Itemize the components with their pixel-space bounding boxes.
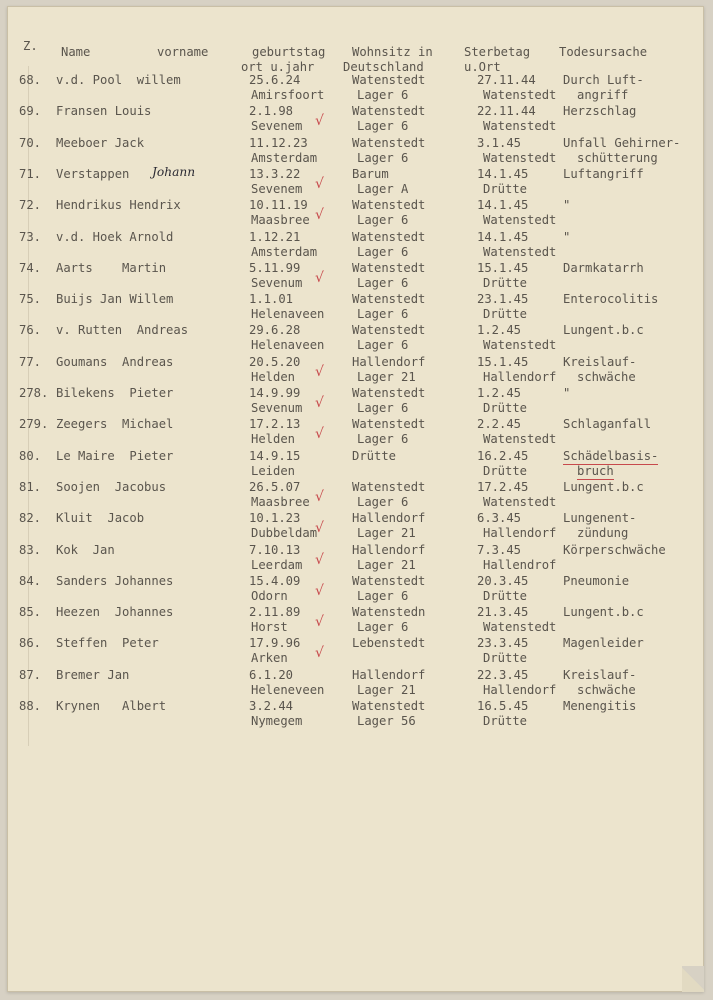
- record-w2: Lager 21: [357, 369, 416, 384]
- record-c1: Durch Luft-: [563, 73, 644, 87]
- record-b1: 15.4.09: [249, 573, 301, 588]
- record-row: [7, 164, 704, 201]
- record-nr: 74.: [19, 260, 42, 275]
- record-nr: 84.: [19, 573, 42, 588]
- check-mark-icon: √: [315, 113, 324, 130]
- document-page: [7, 6, 704, 992]
- record-c1: Lungent.b.c: [563, 605, 644, 620]
- record-b2: Nymegem: [251, 714, 303, 728]
- record-s2: Watenstedt: [483, 338, 557, 353]
- record-name: Bilekens Pieter: [56, 386, 174, 400]
- record-nr: 73.: [19, 229, 42, 244]
- record-w2: Lager A: [357, 181, 409, 196]
- record-s1: 15.1.45: [477, 260, 529, 275]
- record-w2: Lager 6: [357, 119, 409, 134]
- record-w1: Watenstedt: [352, 198, 426, 213]
- record-c1: Schädelbasis-: [563, 448, 659, 463]
- record-c1: Kreislauf-: [563, 354, 637, 369]
- record-w2: Lager 21: [357, 682, 416, 697]
- record-b1: 1.12.21: [249, 229, 301, 244]
- record-b1: 14.9.15: [249, 448, 301, 463]
- record-s1: 14.1.45: [477, 198, 529, 213]
- record-b2: Maasbree: [251, 213, 310, 228]
- record-w2: Lager 6: [357, 401, 409, 415]
- record-name: v.d. Pool willem: [56, 73, 181, 87]
- record-s1: 7.3.45: [477, 542, 522, 557]
- record-nr: 86.: [19, 636, 42, 651]
- record-b1: 5.11.99: [249, 260, 301, 275]
- record-w1: Watenstedt: [352, 323, 426, 338]
- record-nr: 279.: [19, 417, 49, 432]
- header-wohnsitz: Wohnsitz in: [352, 45, 433, 59]
- record-b1: 3.2.44: [249, 699, 294, 713]
- record-b2: Odorn: [251, 588, 288, 603]
- record-b1: 14.9.99: [249, 386, 301, 400]
- record-c1: Herzschlag: [563, 104, 637, 119]
- record-s2: Watenstedt: [483, 244, 557, 259]
- record-nr: 83.: [19, 542, 42, 557]
- record-s2: Watenstedt: [483, 88, 557, 102]
- record-c1: Kreislauf-: [563, 667, 637, 682]
- record-w1: Watenstedt: [352, 386, 426, 400]
- record-b2: Heleneveen: [251, 682, 325, 697]
- record-w1: Watenstedt: [352, 260, 426, 275]
- record-s2: Drütte: [483, 275, 528, 290]
- record-s2: Hallendorf: [483, 369, 557, 384]
- header-geburtstag: geburtstag: [252, 45, 326, 59]
- record-w1: Watenstedt: [352, 699, 426, 713]
- record-s1: 15.1.45: [477, 354, 529, 369]
- handwritten-note: Johann: [152, 164, 196, 179]
- record-row: [7, 543, 704, 577]
- record-row: [7, 136, 704, 170]
- record-s2: Watenstedt: [483, 620, 557, 635]
- record-w2: Lager 6: [357, 494, 409, 509]
- record-nr: 82.: [19, 511, 42, 526]
- record-row: [7, 574, 704, 608]
- record-row: [7, 699, 704, 733]
- record-w1: Watenstedt: [352, 479, 426, 494]
- record-row: [7, 668, 704, 702]
- record-w1: Watenstedt: [352, 229, 426, 244]
- record-s2: Watenstedt: [483, 150, 557, 165]
- record-b1: 17.9.96: [249, 636, 301, 651]
- record-name: Fransen Louis: [56, 104, 152, 119]
- record-nr: 81.: [19, 479, 42, 494]
- record-nr: 70.: [19, 135, 42, 150]
- record-c1: Enterocolitis: [563, 292, 659, 307]
- record-s2: Drütte: [483, 651, 528, 666]
- record-s1: 14.1.45: [477, 166, 529, 181]
- record-row: [7, 386, 704, 420]
- record-w2: Lager 6: [357, 432, 409, 447]
- record-s1: 16.5.45: [477, 699, 529, 713]
- check-mark-icon: √: [315, 520, 324, 537]
- record-s1: 20.3.45: [477, 573, 529, 588]
- record-name: v. Rutten Andreas: [56, 323, 189, 338]
- record-s1: 23.3.45: [477, 636, 529, 651]
- record-nr: 71.: [19, 166, 42, 181]
- record-w1: Lebenstedt: [352, 636, 426, 651]
- header-todesursache: Todesursache: [559, 45, 648, 59]
- record-s1: 23.1.45: [477, 292, 529, 307]
- record-c1: Unfall Gehirner-: [563, 135, 681, 150]
- record-b1: 29.6.28: [249, 323, 301, 338]
- record-row: [7, 73, 704, 107]
- record-c1: Menengitis: [563, 699, 637, 713]
- check-mark-icon: √: [315, 207, 324, 224]
- header-deutschland: Deutschland: [343, 60, 424, 74]
- record-c2: bruch: [577, 463, 614, 478]
- record-name: Heezen Johannes: [56, 605, 174, 620]
- record-c1: Pneumonie: [563, 573, 630, 588]
- record-b1: 20.5.20: [249, 354, 301, 369]
- record-s2: Drütte: [483, 307, 528, 322]
- record-b2: Sevenem: [251, 181, 303, 196]
- record-name: Bremer Jan: [56, 667, 130, 682]
- record-w2: Lager 6: [357, 244, 409, 259]
- record-b1: 6.1.20: [249, 667, 294, 682]
- header-name: Name: [61, 45, 91, 59]
- record-s2: Hallendorf: [483, 682, 557, 697]
- record-s1: 1.2.45: [477, 323, 522, 338]
- record-nr: 75.: [19, 292, 42, 307]
- record-name: Goumans Andreas: [56, 354, 174, 369]
- record-w2: Lager 6: [357, 620, 409, 635]
- record-row: [7, 605, 704, 639]
- check-mark-icon: √: [315, 614, 324, 631]
- record-b1: 17.2.13: [249, 417, 301, 432]
- record-row: [7, 480, 704, 514]
- record-b2: Dubbeldam: [251, 526, 318, 541]
- record-w1: Drütte: [352, 448, 397, 463]
- record-s2: Hallendorf: [483, 526, 557, 541]
- record-s2: Drütte: [483, 588, 528, 603]
- record-s2: Drütte: [483, 181, 528, 196]
- record-c1: Körperschwäche: [563, 542, 666, 557]
- record-name: Le Maire Pieter: [56, 448, 174, 463]
- record-c2: schwäche: [577, 369, 636, 384]
- record-row: [7, 261, 704, 295]
- record-w1: Hallendorf: [352, 667, 426, 682]
- record-name: Aarts Martin: [56, 260, 167, 275]
- check-mark-icon: √: [315, 175, 324, 192]
- record-b2: Leerdam: [251, 557, 303, 572]
- record-c1: ": [563, 229, 571, 244]
- record-w1: Watenstedt: [352, 417, 426, 432]
- record-b2: Arken: [251, 651, 288, 666]
- header-vorname: vorname: [157, 45, 209, 59]
- record-b2: Maasbree: [251, 494, 310, 509]
- record-nr: 77.: [19, 354, 42, 369]
- record-nr: 69.: [19, 104, 42, 119]
- record-w1: Watenstedt: [352, 292, 426, 307]
- record-s1: 3.1.45: [477, 135, 522, 150]
- record-w2: Lager 21: [357, 526, 416, 541]
- record-b1: 13.3.22: [249, 166, 301, 181]
- record-s1: 21.3.45: [477, 605, 529, 620]
- record-c2: angriff: [577, 88, 629, 102]
- record-nr: 68.: [19, 73, 42, 87]
- record-b1: 26.5.07: [249, 479, 301, 494]
- record-w2: Lager 21: [357, 557, 416, 572]
- record-nr: 85.: [19, 605, 42, 620]
- record-name: Steffen Peter: [56, 636, 159, 651]
- record-b2: Helenaveen: [251, 338, 325, 353]
- record-s1: 1.2.45: [477, 386, 522, 400]
- record-row: [7, 355, 704, 389]
- record-s1: 22.11.44: [477, 104, 536, 119]
- check-mark-icon: √: [315, 551, 324, 568]
- record-w2: Lager 56: [357, 714, 416, 728]
- record-b2: Sevenum: [251, 275, 303, 290]
- record-w2: Lager 6: [357, 150, 409, 165]
- record-row: [7, 198, 704, 232]
- record-nr: 72.: [19, 198, 42, 213]
- record-row: [7, 292, 704, 326]
- record-c1: Magenleider: [563, 636, 644, 651]
- record-s1: 27.11.44: [477, 73, 536, 87]
- record-s1: 14.1.45: [477, 229, 529, 244]
- header-sterbetag: Sterbetag: [464, 45, 531, 59]
- record-c1: ": [563, 386, 571, 400]
- record-row: [7, 230, 704, 264]
- record-nr: 278.: [19, 386, 49, 400]
- record-b1: 11.12.23: [249, 135, 308, 150]
- record-s2: Drütte: [483, 463, 528, 478]
- record-b2: Amsterdam: [251, 244, 318, 259]
- record-s2: Watenstedt: [483, 432, 557, 447]
- record-b2: Helden: [251, 432, 296, 447]
- check-mark-icon: √: [315, 488, 324, 505]
- record-b2: Amsterdam: [251, 150, 318, 165]
- header-ort: u.Ort: [464, 60, 501, 74]
- record-c1: Lungent.b.c: [563, 323, 644, 338]
- check-mark-icon: √: [315, 363, 324, 380]
- record-b2: Sevenum: [251, 401, 303, 415]
- record-b2: Amirsfoort: [251, 88, 325, 102]
- record-row: [7, 323, 704, 357]
- record-s2: Drütte: [483, 714, 528, 728]
- record-nr: 87.: [19, 667, 42, 682]
- record-b1: 25.6.24: [249, 73, 301, 87]
- record-row: [7, 511, 704, 545]
- record-b1: 7.10.13: [249, 542, 301, 557]
- record-b1: 2.11.89: [249, 605, 301, 620]
- record-w1: Hallendorf: [352, 354, 426, 369]
- record-s2: Watenstedt: [483, 494, 557, 509]
- record-b1: 1.1.01: [249, 292, 294, 307]
- record-name: v.d. Hoek Arnold: [56, 229, 174, 244]
- record-s2: Drütte: [483, 401, 528, 415]
- record-b2: Helenaveen: [251, 307, 325, 322]
- check-mark-icon: √: [315, 582, 324, 599]
- record-s1: 2.2.45: [477, 417, 522, 432]
- header-nr: Z.: [23, 39, 38, 53]
- record-s1: 6.3.45: [477, 511, 522, 526]
- record-c1: Lungenent-: [563, 511, 637, 526]
- record-row: [7, 104, 704, 138]
- record-w2: Lager 6: [357, 588, 409, 603]
- record-w2: Lager 6: [357, 307, 409, 322]
- record-w1: Hallendorf: [352, 511, 426, 526]
- record-name: Kluit Jacob: [56, 511, 145, 526]
- record-c1: ": [563, 198, 571, 213]
- record-w1: Watenstedt: [352, 104, 426, 119]
- page-corner: [682, 966, 704, 992]
- check-mark-icon: √: [315, 269, 324, 286]
- record-name: Zeegers Michael: [56, 417, 174, 432]
- record-name: Hendrikus Hendrix: [56, 198, 181, 213]
- record-c1: Luftangriff: [563, 166, 644, 181]
- record-c1: Schlaganfall: [563, 417, 652, 432]
- record-name: Meeboer Jack: [56, 135, 145, 150]
- record-s2: Watenstedt: [483, 119, 557, 134]
- record-c1: Lungent.b.c: [563, 479, 644, 494]
- record-nr: 76.: [19, 323, 42, 338]
- record-b2: Leiden: [251, 463, 296, 478]
- record-c2: schütterung: [577, 150, 658, 165]
- record-s2: Hallendrof: [483, 557, 557, 572]
- record-w2: Lager 6: [357, 213, 409, 228]
- record-w1: Watenstedt: [352, 135, 426, 150]
- record-c1: Darmkatarrh: [563, 260, 644, 275]
- record-name: Krynen Albert: [56, 699, 167, 713]
- record-row: [7, 636, 704, 670]
- record-w1: Watenstedn: [352, 605, 426, 620]
- record-row: [7, 417, 704, 451]
- record-row: [7, 449, 704, 483]
- record-b2: Helden: [251, 369, 296, 384]
- record-s1: 16.2.45: [477, 448, 529, 463]
- record-name: Sanders Johannes: [56, 573, 174, 588]
- check-mark-icon: √: [315, 645, 324, 662]
- check-mark-icon: √: [315, 426, 324, 443]
- header-ort-jahr: ort u.jahr: [241, 60, 315, 74]
- record-b1: 10.11.19: [249, 198, 308, 213]
- record-w1: Barum: [352, 166, 389, 181]
- record-c2: schwäche: [577, 682, 636, 697]
- record-s1: 17.2.45: [477, 479, 529, 494]
- record-name: Verstappen: [56, 166, 130, 181]
- record-w1: Hallendorf: [352, 542, 426, 557]
- record-nr: 88.: [19, 699, 42, 713]
- record-c2: zündung: [577, 526, 629, 541]
- record-w1: Watenstedt: [352, 573, 426, 588]
- record-name: Kok Jan: [56, 542, 115, 557]
- record-s1: 22.3.45: [477, 667, 529, 682]
- record-s2: Watenstedt: [483, 213, 557, 228]
- record-b1: 10.1.23: [249, 511, 301, 526]
- check-mark-icon: √: [315, 395, 324, 411]
- record-b2: Sevenem: [251, 119, 303, 134]
- record-name: Buijs Jan Willem: [56, 292, 174, 307]
- record-nr: 80.: [19, 448, 42, 463]
- record-w1: Watenstedt: [352, 73, 426, 87]
- record-b1: 2.1.98: [249, 104, 294, 119]
- record-name: Soojen Jacobus: [56, 479, 167, 494]
- record-w2: Lager 6: [357, 88, 409, 102]
- record-w2: Lager 6: [357, 275, 409, 290]
- record-w2: Lager 6: [357, 338, 409, 353]
- record-b2: Horst: [251, 620, 288, 635]
